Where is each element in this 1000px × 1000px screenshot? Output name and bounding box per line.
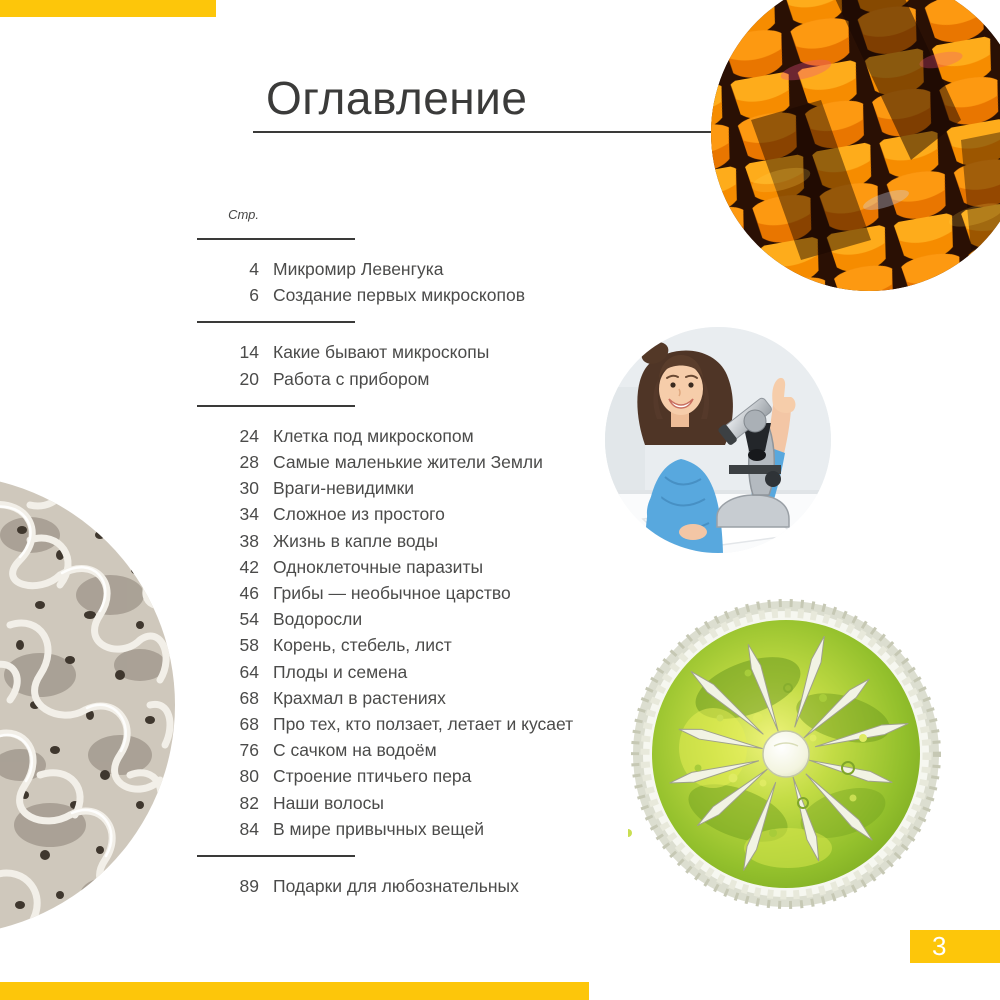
toc-page-number: 30 (239, 478, 259, 499)
toc-page-number: 24 (239, 425, 259, 446)
page-title: Оглавление (266, 72, 528, 124)
toc-group-divider (197, 238, 355, 240)
toc-group-divider (197, 855, 355, 857)
toc-entry-title: Враги-невидимки (273, 478, 415, 499)
toc-entry-title: Строение птичьего пера (273, 766, 472, 787)
toc-entry-title: Грибы — необычное царство (273, 583, 511, 604)
toc-page-number: 14 (239, 342, 259, 363)
toc-entry-title: Микромир Левенгука (273, 259, 444, 279)
toc-row (197, 282, 627, 308)
toc-row (197, 790, 627, 816)
toc-row (197, 528, 627, 554)
toc-page-number: 80 (239, 766, 259, 787)
algae-center (763, 731, 809, 777)
toc-entry-title: Какие бывают микроскопы (273, 342, 490, 363)
toc-entry-title: Крахмал в растениях (273, 687, 446, 708)
toc-row (197, 501, 627, 527)
girl-with-microscope-photo (605, 327, 831, 553)
toc-page-number: 4 (249, 259, 259, 279)
toc-row (197, 659, 627, 685)
toc-group (197, 238, 627, 308)
title-underline (253, 131, 717, 133)
green-algae-photo (628, 598, 946, 916)
toc-page-number: 89 (239, 876, 259, 897)
toc-entry-title: Корень, стебель, лист (273, 635, 452, 656)
bottom-accent-bar (0, 982, 589, 1000)
toc-group-divider (197, 321, 355, 323)
toc-row (197, 816, 627, 842)
toc-entry-title: Плоды и семена (273, 661, 408, 682)
toc-row (197, 339, 627, 365)
toc-entry-title: Клетка под микроскопом (273, 425, 474, 446)
toc-entry-title: С сачком на водоём (273, 740, 437, 761)
toc-page-number: 28 (239, 452, 259, 473)
column-header-page: Стр. (228, 207, 259, 222)
toc-row (197, 449, 627, 475)
fiber-mesh-photo (0, 475, 176, 935)
butterfly-scales-photo (711, 0, 1000, 295)
toc-page-number: 46 (239, 583, 259, 604)
toc-page-number: 54 (239, 609, 259, 630)
page-number-badge (910, 930, 1000, 963)
toc-page-number: 42 (239, 556, 259, 577)
toc-page-number: 34 (239, 504, 259, 525)
toc-entry-title: Про тех, кто ползает, летает и кусает (273, 714, 574, 735)
toc-row (197, 423, 627, 449)
toc-page-number: 38 (239, 530, 259, 551)
toc-entry-title: Работа с прибором (273, 368, 430, 389)
toc-group (197, 321, 627, 391)
toc-row (197, 475, 627, 501)
toc-row (197, 711, 627, 737)
toc-list (197, 238, 627, 899)
toc-entry-title: В мире привычных вещей (273, 818, 485, 839)
page-number: 3 (932, 931, 947, 961)
toc-entry-title: Создание первых микроскопов (273, 285, 525, 306)
toc-entry-title: Жизнь в капле воды (273, 530, 439, 551)
toc-row (197, 606, 627, 632)
toc-page-number: 64 (239, 661, 259, 682)
toc-row (197, 366, 627, 392)
toc-group (197, 855, 627, 899)
top-accent-bar (0, 0, 216, 17)
toc-row (197, 632, 627, 658)
table-of-contents (197, 206, 627, 899)
toc-page-number: 84 (239, 818, 259, 839)
toc-page-number: 68 (239, 687, 259, 708)
toc-row (197, 737, 627, 763)
toc-group (197, 405, 627, 842)
toc-row (197, 685, 627, 711)
toc-page-number: 58 (239, 635, 259, 656)
toc-page-number: 76 (239, 740, 259, 761)
toc-page-number: 82 (239, 792, 259, 813)
toc-page-number: 20 (239, 368, 259, 389)
toc-row (197, 580, 627, 606)
toc-entry-title: Сложное из простого (273, 504, 445, 525)
toc-row (197, 554, 627, 580)
toc-row (197, 763, 627, 789)
toc-page-number: 68 (239, 714, 259, 735)
toc-entry-title: Самые маленькие жители Земли (273, 452, 543, 473)
toc-entry-title: Наши волосы (273, 792, 384, 813)
toc-row (197, 256, 627, 282)
toc-entry-title: Водоросли (273, 609, 363, 630)
hand-on-paper (679, 524, 707, 540)
toc-entry-title: Одноклеточные паразиты (273, 556, 484, 577)
toc-group-divider (197, 405, 355, 407)
toc-page-number: 6 (249, 285, 259, 306)
toc-row (197, 873, 627, 899)
toc-entry-title: Подарки для любознательных (273, 876, 519, 897)
